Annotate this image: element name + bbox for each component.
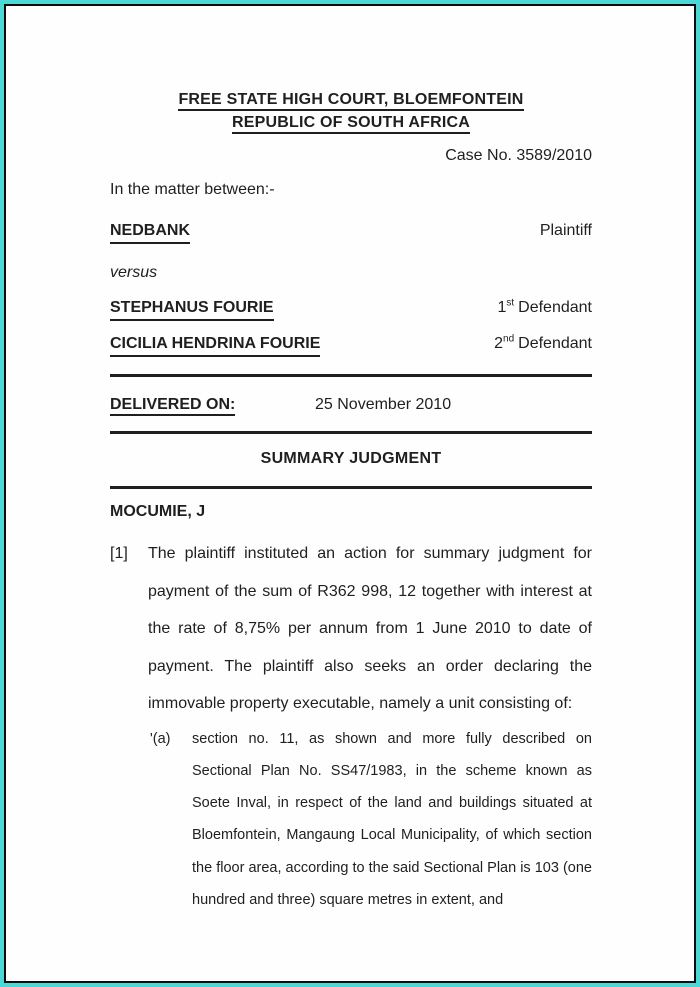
country-name: REPUBLIC OF SOUTH AFRICA	[232, 114, 470, 134]
defendant-1-name: STEPHANUS FOURIE	[110, 298, 274, 321]
defendant-2-number: 2	[494, 335, 504, 352]
paragraph-1	[110, 535, 592, 723]
plaintiff-role: Plaintiff	[539, 222, 592, 239]
matter-line: In the matter between:-	[110, 181, 275, 198]
defendant-1-ordinal: st	[506, 297, 515, 309]
defendant-row-1	[110, 298, 592, 321]
document-title: SUMMARY JUDGMENT	[260, 450, 442, 467]
divider-rule	[110, 431, 592, 434]
court-name: FREE STATE HIGH COURT, BLOEMFONTEIN	[178, 91, 523, 111]
plaintiff-name: NEDBANK	[110, 221, 190, 244]
paragraph-1-text: The plaintiff instituted an action for summary judgment for payment of the sum of R362 998, 12 together with interest at the rate of 8,75% per annum from 1 June 2010 to date of payment. The plaintiff also seeks an order declaring the immovable property executable, namely a unit consisting of:	[148, 545, 592, 712]
document-content	[6, 6, 694, 916]
divider-rule	[110, 486, 592, 489]
divider-rule	[110, 374, 592, 377]
subparagraph-a	[110, 723, 592, 917]
defendant-2-name: CICILIA HENDRINA FOURIE	[110, 334, 320, 357]
defendant-1-number: 1	[497, 299, 507, 316]
subparagraph-a-marker: '(a)	[150, 730, 171, 747]
delivered-label: DELIVERED ON:	[110, 396, 235, 416]
subparagraph-a-text: section no. 11, as shown and more fully described on Sectional Plan No. SS47/1983, in the scheme known as Soete Inval, in respect of the land and buildings situated at Bloemfontein, Mangaung Local Municipality, of which section the floor area, according to the said Sectional Plan is 103 (one hundred and three) square metres in extent, and	[192, 730, 592, 908]
defendant-2-role-word: Defendant	[518, 335, 592, 352]
defendant-1-role	[497, 298, 592, 318]
defendant-row-2	[110, 334, 592, 357]
judge-name: MOCUMIE, J	[110, 503, 206, 520]
delivered-row	[110, 395, 592, 415]
case-number: Case No. 3589/2010	[445, 147, 592, 164]
paragraph-1-marker: [1]	[110, 545, 128, 562]
plaintiff-row	[110, 221, 592, 244]
delivered-date: 25 November 2010	[315, 396, 452, 413]
document-page	[4, 4, 696, 983]
court-header	[110, 88, 592, 134]
defendant-1-role-word: Defendant	[518, 299, 592, 316]
defendant-2-ordinal: nd	[503, 333, 515, 345]
versus-label: versus	[110, 264, 158, 281]
defendant-2-role	[494, 334, 592, 354]
